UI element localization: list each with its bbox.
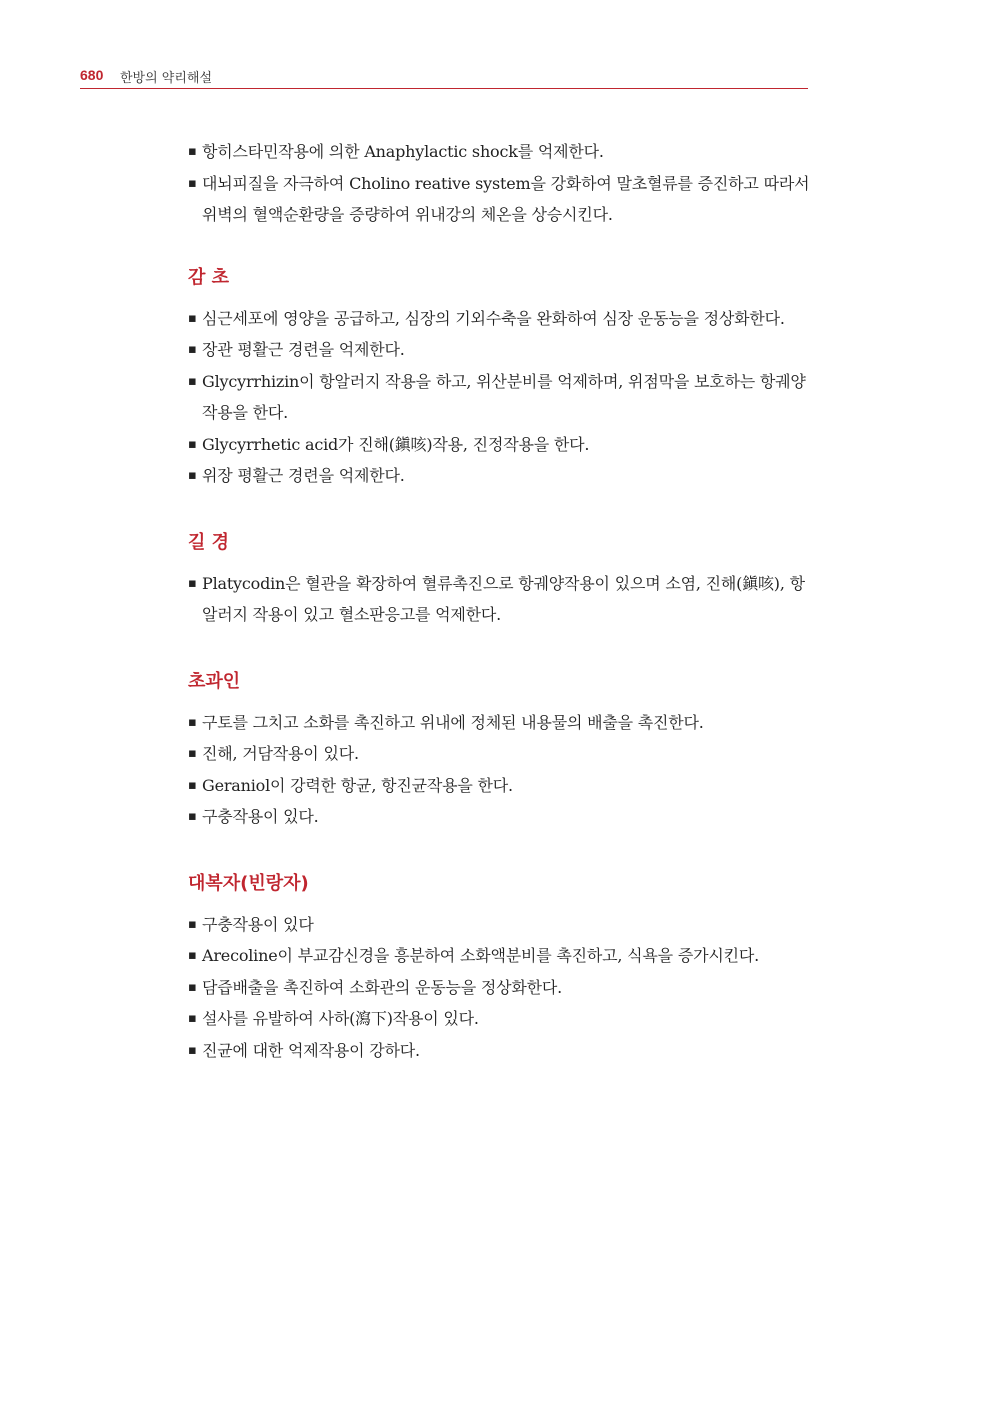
list-item-text: Glycyrrhizin이 항알러지 작용을 하고, 위산분비를 억제하며, 위점막을 보호하는 항궤양작용을 한다. xyxy=(202,371,806,422)
section-daebokja xyxy=(188,871,810,1067)
list-item xyxy=(188,972,810,1004)
list-item xyxy=(188,568,810,631)
section-heading: 대복자(빈랑자) xyxy=(188,872,309,894)
list-item xyxy=(188,303,810,335)
list-item-text: 담즙배출을 촉진하여 소화관의 운동능을 정상화한다. xyxy=(202,977,563,997)
list-item xyxy=(188,707,810,739)
bullet-icon: ▪ xyxy=(188,575,197,591)
bullet-icon: ▪ xyxy=(188,342,197,357)
list-item-text: Platycodin은 혈관을 확장하여 혈류촉진으로 항궤양작용이 있으며 소염, 진해(鎭咳), 항알러지 작용이 있고 혈소판응고를 억제한다. xyxy=(202,573,805,624)
list-item-text: 구토를 그치고 소화를 촉진하고 위내에 정체된 내용물의 배출을 촉진한다. xyxy=(202,712,704,732)
bullet-list xyxy=(188,568,810,631)
list-item-text: 진해, 거담작용이 있다. xyxy=(202,744,359,763)
list-item xyxy=(188,334,810,366)
list-item xyxy=(188,801,810,833)
list-item-text: 진균에 대한 억제작용이 강하다. xyxy=(202,1040,420,1060)
list-item xyxy=(188,168,810,231)
list-item-text: Glycyrrhetic acid가 진해(鎭咳)작용, 진정작용을 한다. xyxy=(202,434,590,454)
list-item xyxy=(188,770,810,802)
section-heading: 감 초 xyxy=(188,266,230,288)
list-item xyxy=(188,429,810,461)
book-title: 한방의 약리해설 xyxy=(120,71,213,86)
bullet-icon: ▪ xyxy=(188,979,197,995)
section-heading: 길 경 xyxy=(188,531,230,553)
bullet-icon: ▪ xyxy=(188,373,197,389)
section-gamcho xyxy=(188,265,810,492)
list-item xyxy=(188,909,810,941)
list-item xyxy=(188,136,810,168)
bullet-list xyxy=(188,136,810,231)
bullet-icon: ▪ xyxy=(188,175,197,191)
bullet-icon: ▪ xyxy=(188,809,197,824)
list-item xyxy=(188,738,810,770)
list-item xyxy=(188,1035,810,1067)
list-item-text: 심근세포에 영양을 공급하고, 심장의 기외수축을 완화하여 심장 운동능을 정상화한다. xyxy=(202,308,785,328)
bullet-icon: ▪ xyxy=(188,948,197,963)
list-item-text: 대뇌피질을 자극하여 Cholino reative system을 강화하여 말초혈류를 증진하고 따라서 위벽의 혈액순환량을 증량하여 위내강의 체온을 상승시킨다. xyxy=(202,173,810,224)
list-item-text: 위장 평활근 경련을 억제한다. xyxy=(202,466,405,485)
bullet-icon: ▪ xyxy=(188,144,197,159)
bullet-icon: ▪ xyxy=(188,916,197,932)
bullet-icon: ▪ xyxy=(188,310,197,326)
list-item-text: 구충작용이 있다. xyxy=(202,807,319,826)
section-heading: 초과인 xyxy=(188,670,241,692)
list-item-text: 설사를 유발하여 사하(瀉下)작용이 있다. xyxy=(202,1009,479,1028)
bullet-list xyxy=(188,909,810,1067)
bullet-icon: ▪ xyxy=(188,777,197,793)
section-gilgyeong xyxy=(188,530,810,631)
list-item xyxy=(188,366,810,429)
list-item-text: 장관 평활근 경련을 억제한다. xyxy=(202,340,405,359)
section-chogwain xyxy=(188,669,810,833)
page-header xyxy=(80,66,808,89)
bullet-list xyxy=(188,303,810,492)
list-item xyxy=(188,460,810,492)
bullet-list xyxy=(188,707,810,833)
list-item-text: 구충작용이 있다 xyxy=(202,914,314,934)
bullet-icon: ▪ xyxy=(188,1011,197,1026)
bullet-icon: ▪ xyxy=(188,1042,197,1058)
list-item-text: Geraniol이 강력한 항균, 항진균작용을 한다. xyxy=(202,775,513,795)
list-item xyxy=(188,1003,810,1035)
section-antihistamine xyxy=(188,136,810,231)
page-content xyxy=(188,136,810,1066)
bullet-icon: ▪ xyxy=(188,746,197,761)
list-item xyxy=(188,940,810,972)
bullet-icon: ▪ xyxy=(188,436,197,452)
bullet-icon: ▪ xyxy=(188,714,197,730)
bullet-icon: ▪ xyxy=(188,468,197,483)
page-number: 680 xyxy=(80,67,104,83)
list-item-text: Arecoline이 부교감신경을 흥분하여 소화액분비를 촉진하고, 식욕을 증가시킨다. xyxy=(202,946,759,965)
list-item-text: 항히스타민작용에 의한 Anaphylactic shock를 억제한다. xyxy=(202,142,604,161)
